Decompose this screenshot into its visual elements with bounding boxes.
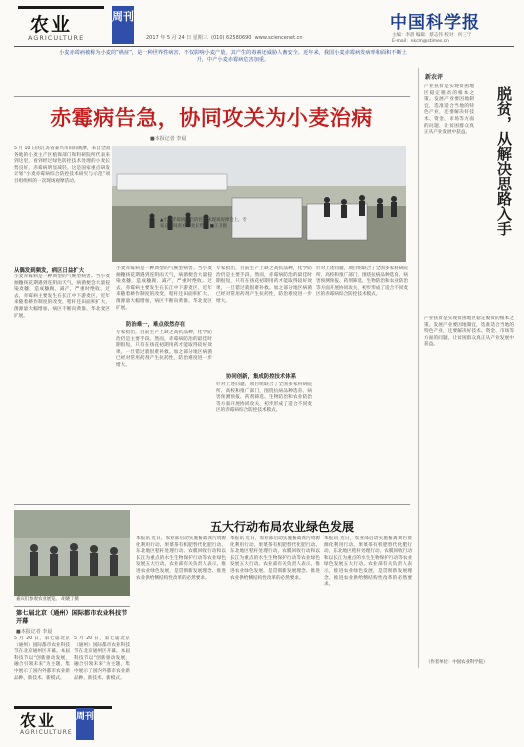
divider [14, 96, 410, 97]
section-title: 农业 [30, 14, 73, 36]
feature-headline: 五大行动布局农业绿色发展 [210, 520, 355, 534]
expo-byline: ■本报记者 李晨 [16, 629, 53, 635]
feature-body-2: 本报讯 近日，农业部启动实施畜禽粪污资源化利用行动、果菜茶有机肥替代化肥行动、东北地区秸秆处理行动、农膜回收行动和以长江为重点的水生生物保护行动等农业绿色发展五大行动。农业部有关负责人表示，推进农业绿色发展，是贯彻新发展理念、推进农业供给侧结构性改革的必然要求。 [230, 536, 320, 581]
article-body-2b: 专家指出，目前生产上缺乏高抗品种，化学防治仍是主要手段。然而，赤霉病防治的最佳时期很短，只有在扬花初期用药才能取得较好效果，一旦错过就很难补救。加之部分地区病菌已经对常用药剂产生抗药性，防治难度进一步增大。 [216, 266, 312, 304]
footer-weekly-badge: 周刊 [76, 708, 94, 740]
editor-info: 主编：李晨 编辑：蔡志伟 校对：何三宁 E-mail：nkcm@stimes.cn [392, 33, 472, 44]
article-intro: 5 月 10 日的江苏省泰兴市田间观摩，来自全国各地的小麦主产区植保部门和科研院所代表来到这里，看到经过绿色防控技术处理的小麦长势良好，赤霉病明显减轻。这是国家重点研发计划“小麦赤霉病综合防控技术研究与示范”项目组组织的一次现场观摩活动。 [14, 146, 110, 184]
field-photo-illustration [112, 146, 406, 262]
article-body-1: 小麦赤霉病是一种典型的气候型病害。当小麦抽穗扬花期遇到连阴雨天气，病菌便会大量侵染麦穗，造成穗腐、减产，严重时绝收。过去，赤霉病主要发生在长江中下游麦区，近年来随着耕作制度的改变，秸秆还田面积扩大，菌源量大幅增加，病区不断向黄淮、华北麦区扩展。 [14, 274, 110, 319]
column-body-cont: 产业扶贫是实现贫困地区稳定脱贫的根本之策。发展产业要因地制宜，选准适合当地的特色产业，还要解决好技术、资金、市场等方面的问题，让贫困群众真正从产业发展中获益。 [424, 316, 514, 348]
article-body-1b: 小麦赤霉病是一种典型的气候型病害。当小麦抽穗扬花期遇到连阴雨天气，病菌便会大量侵染麦穗，造成穗腐、减产，严重时绝收。过去，赤霉病主要发生在长江中下游麦区，近年来随着耕作制度的改变，秸秆还田面积扩大，菌源量大幅增加，病区不断向黄淮、华北麦区扩展。 [116, 266, 212, 311]
feature-body-3: 本报讯 近日，农业部启动实施畜禽粪污资源化利用行动、果菜茶有机肥替代化肥行动、东北地区秸秆处理行动、农膜回收行动和以长江为重点的水生生物保护行动等农业绿色发展五大行动。农业部有关负责人表示，推进农业绿色发展，是贯彻新发展理念、推进农业供给侧结构性改革的必然要求。 [324, 536, 412, 588]
subhead-3: 协同创新，集成防控技术体系 [226, 374, 297, 380]
column-tag: 新农评 [425, 74, 444, 81]
column-body: 产业扶贫是实现贫困地区稳定脱贫的根本之策。发展产业要因地制宜，选准适合当地的特色产业，还要解决好技术、资金、市场等方面的问题，让贫困群众真正从产业发展中获益。 [424, 84, 474, 136]
expo-caption: 嘉宾们参观农业展览。 胡晓丁摄 [16, 597, 79, 602]
field-photo [112, 146, 406, 262]
article-body-2: 专家指出，目前生产上缺乏高抗品种，化学防治仍是主要手段。然而，赤霉病防治的最佳时期很短，只有在扬花初期用药才能取得较好效果，一旦错过就很难补救。加之部分地区病菌已经对常用药剂产生抗药性，防治难度进一步增大。 [116, 330, 212, 368]
column-title: 脱贫，从解决思路入手 [495, 86, 513, 236]
subhead-2: 防治难一，难点依然存在 [126, 322, 186, 328]
footer-section-title: 农业 [20, 711, 57, 730]
header-rule [14, 46, 514, 47]
expo-body-1: 5 月 20 日，第七届北京（通州）国际都市农业科技节在北京通州区开幕。本届科技节以“创新驱动发展，融合引领未来”为主题，集中展示了国内外都市农业新品种、新技术、新模式。 [14, 636, 70, 681]
divider [14, 504, 410, 505]
footer-section-title-en: AGRICULTURE [20, 729, 73, 736]
byline: ■本报记者 李晨 [150, 136, 187, 142]
section-title-en: AGRICULTURE [28, 34, 85, 42]
column-signature: （作者单位：中国农业科学院） [426, 660, 488, 665]
subhead-1: 从偶发到频发，病区日益扩大 [14, 268, 85, 274]
main-headline: 赤霉病告急，协同攻关为小麦治病 [50, 106, 373, 130]
expo-photo-illustration [14, 510, 130, 596]
feature-body-1: 本报讯 近日，农业部启动实施畜禽粪污资源化利用行动、果菜茶有机肥替代化肥行动、东北地区秸秆处理行动、农膜回收行动和以长江为重点的水生生物保护行动等农业绿色发展五大行动。农业部有关负责人表示，推进农业绿色发展，是贯彻新发展理念、推进农业供给侧结构性改革的必然要求。 [136, 536, 226, 581]
article-body-3: 针对上述问题，项目组联合了全国多家科研院所、高校和推广部门，围绕抗病品种选育、病害预测预报、药剂筛选、生物防治和农业防治等方面开展协同攻关，初步形成了适合不同麦区的赤霉病综合防控技术模式。 [216, 382, 312, 414]
photo-caption: ▲小麦赤霉病综合防控技术现场观摩会上，专家在田间查看小麦长势。 ■王卫摄 [160, 218, 247, 229]
lead-summary: 小麦赤霉病被称为小麦的“癌症”，是一种世界性病害，不仅影响小麦产量，其产生的毒素还威胁人畜安全。近年来，我国小麦赤霉病发病率和面积不断上升，中产小麦赤霉病危害加重。 [59, 50, 407, 64]
article-body-3b: 针对上述问题，项目组联合了全国多家科研院所、高校和推广部门，围绕抗病品种选育、病害预测预报、药剂筛选、生物防治和农业防治等方面开展协同攻关，初步形成了适合不同麦区的赤霉病综合防控技术模式。 [316, 266, 408, 298]
weekly-badge: 周刊 [112, 6, 134, 44]
expo-photo [14, 510, 130, 596]
divider [14, 606, 130, 607]
dateline: 2017 年 5 月 24 日 星期三 (010) 62580690 www.sciencenet.cn [146, 35, 303, 41]
masthead-logo: 中国科学报 [390, 13, 480, 33]
expo-headline: 第七届北京（通州）国际都市农业科技节开幕 [16, 610, 128, 625]
expo-body-2: 5 月 20 日，第七届北京（通州）国际都市农业科技节在北京通州区开幕。本届科技节以“创新驱动发展，融合引领未来”为主题，集中展示了国内外都市农业新品种、新技术、新模式。 [74, 636, 130, 681]
